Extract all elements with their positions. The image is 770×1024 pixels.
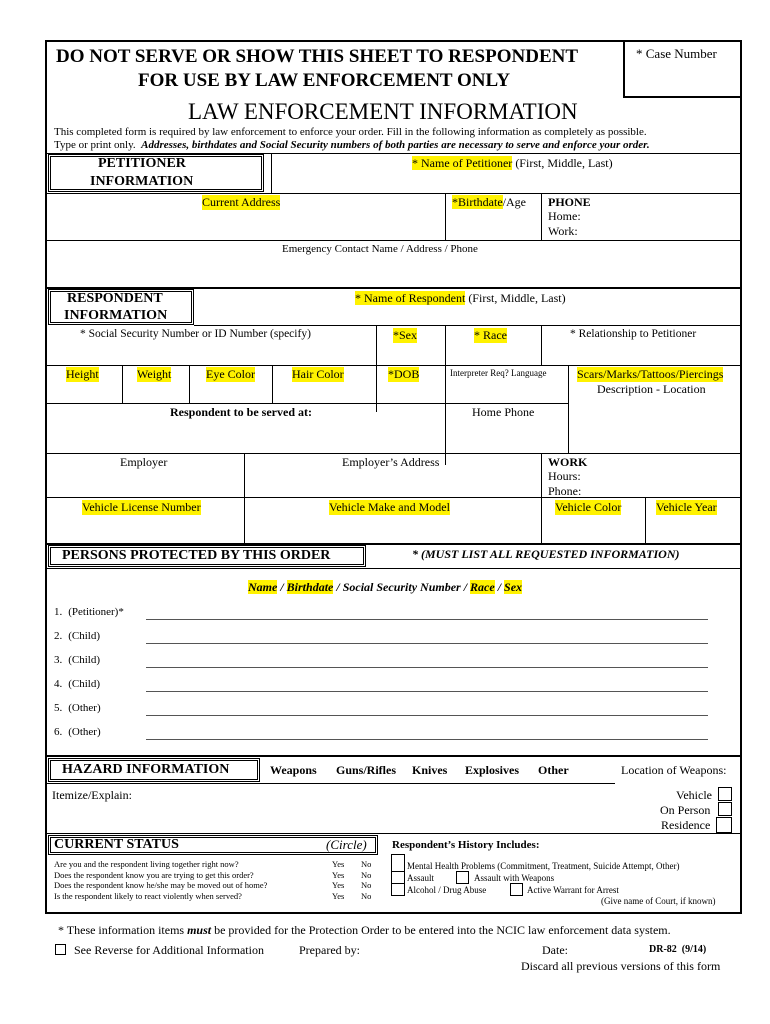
mental-health-label: Mental Health Problems (Commitment, Treatment, Suicide Attempt, Other) bbox=[407, 861, 680, 871]
status-yes-option[interactable]: Yes bbox=[332, 880, 345, 890]
eye-color-label[interactable]: Eye Color bbox=[206, 367, 255, 381]
dob-label[interactable]: *DOB bbox=[388, 367, 420, 381]
weapons-label: Weapons bbox=[270, 763, 317, 777]
persons-heading: PERSONS PROTECTED BY THIS ORDER bbox=[62, 548, 331, 563]
status-no-option[interactable]: No bbox=[361, 859, 372, 869]
ssn-label[interactable]: * Social Security Number or ID Number (specify) bbox=[80, 328, 311, 340]
status-yes-option[interactable]: Yes bbox=[332, 859, 345, 869]
give-name-label: (Give name of Court, if known) bbox=[601, 896, 716, 906]
emergency-contact-label[interactable]: Emergency Contact Name / Address / Phone bbox=[282, 243, 478, 255]
on-person-label: On Person bbox=[660, 803, 711, 817]
see-reverse-label: See Reverse for Additional Information bbox=[74, 943, 264, 957]
warning-line1: DO NOT SERVE OR SHOW THIS SHEET TO RESPONDENT bbox=[56, 46, 579, 67]
persons-subheading: Name / Birthdate / Social Security Number / Race / Sex bbox=[248, 580, 523, 594]
assault-weapons-checkbox[interactable] bbox=[456, 871, 469, 884]
warrant-label: Active Warrant for Arrest bbox=[527, 885, 619, 895]
vehicle-license-label[interactable]: Vehicle License Number bbox=[82, 500, 201, 514]
petitioner-heading-2: INFORMATION bbox=[90, 174, 194, 189]
vehicle-checkbox[interactable] bbox=[718, 787, 732, 801]
person-entry-line[interactable] bbox=[146, 643, 708, 644]
home-phone-label[interactable]: Home: bbox=[548, 209, 581, 223]
circle-note: (Circle) bbox=[326, 837, 367, 852]
ncic-note: * These information items must be provided for the Protection Order to be entered into the NCIC law enforcement data system. bbox=[58, 923, 671, 937]
status-question: Does the respondent know you are trying to get this order? bbox=[54, 869, 254, 880]
status-yes-option[interactable]: Yes bbox=[332, 890, 345, 901]
petitioner-name-field[interactable]: * Name of Petitioner (First, Middle, Last) bbox=[412, 156, 613, 170]
discard-note: Discard all previous versions of this form bbox=[521, 959, 721, 973]
person-entry-line[interactable] bbox=[146, 691, 708, 692]
mental-health-checkbox[interactable] bbox=[391, 854, 405, 872]
petitioner-heading: PETITIONER bbox=[98, 156, 186, 171]
interpreter-label[interactable]: Interpreter Req? Language bbox=[450, 368, 547, 378]
history-heading: Respondent’s History Includes: bbox=[392, 839, 540, 851]
assault-label: Assault bbox=[407, 873, 434, 883]
current-address-label[interactable]: Current Address bbox=[202, 195, 281, 209]
respondent-name-field[interactable]: * Name of Respondent (First, Middle, Last) bbox=[355, 291, 566, 305]
other-option[interactable]: Other bbox=[538, 763, 569, 777]
assault-weapons-label: Assault with Weapons bbox=[474, 873, 555, 883]
person-row-label: 1. (Petitioner)* bbox=[54, 606, 124, 618]
person-entry-line[interactable] bbox=[146, 715, 708, 716]
height-label[interactable]: Height bbox=[66, 367, 99, 381]
vehicle-location-label: Vehicle bbox=[676, 788, 712, 802]
alcohol-label: Alcohol / Drug Abuse bbox=[407, 885, 487, 895]
vehicle-make-label[interactable]: Vehicle Make and Model bbox=[329, 500, 450, 514]
sex-label[interactable]: *Sex bbox=[393, 328, 417, 342]
employer-address-label[interactable]: Employer’s Address bbox=[342, 455, 440, 469]
person-row-label: 6. (Other) bbox=[54, 726, 101, 738]
residence-checkbox[interactable] bbox=[716, 817, 732, 833]
status-question: Is the respondent likely to react violently when served? bbox=[54, 890, 242, 901]
status-yes-option[interactable]: Yes bbox=[332, 869, 345, 880]
hazard-heading: HAZARD INFORMATION bbox=[62, 762, 230, 777]
work-phone-label-resp[interactable]: Phone: bbox=[548, 484, 582, 498]
must-list-note: * (MUST LIST ALL REQUESTED INFORMATION) bbox=[412, 547, 680, 561]
phone-heading: PHONE bbox=[548, 195, 591, 209]
served-at-label[interactable]: Respondent to be served at: bbox=[170, 405, 312, 419]
person-entry-line[interactable] bbox=[146, 619, 708, 620]
status-no-option[interactable]: No bbox=[361, 890, 372, 901]
respondent-heading: RESPONDENT bbox=[67, 291, 163, 306]
birthdate-field[interactable]: *Birthdate/Age bbox=[452, 195, 526, 209]
home-phone-label-resp[interactable]: Home Phone bbox=[472, 405, 535, 419]
person-row-label: 4. (Child) bbox=[54, 678, 101, 690]
hours-label[interactable]: Hours: bbox=[548, 469, 581, 483]
relationship-label[interactable]: * Relationship to Petitioner bbox=[570, 328, 697, 340]
intro-text-2: Type or print only. Addresses, birthdates and Social Security numbers of both parties are necessary to serve and enforce your order. bbox=[54, 139, 650, 151]
scars-label[interactable]: Scars/Marks/Tattoos/Piercings bbox=[577, 367, 724, 381]
warrant-checkbox[interactable] bbox=[510, 883, 523, 896]
warning-line2: FOR USE BY LAW ENFORCEMENT ONLY bbox=[138, 70, 511, 91]
person-entry-line[interactable] bbox=[146, 667, 708, 668]
vehicle-color-label[interactable]: Vehicle Color bbox=[555, 500, 622, 514]
case-number-label: * Case Number bbox=[636, 46, 717, 61]
status-no-option[interactable]: No bbox=[361, 869, 372, 880]
vehicle-year-label[interactable]: Vehicle Year bbox=[656, 500, 717, 514]
alcohol-checkbox[interactable] bbox=[391, 883, 405, 896]
itemize-label[interactable]: Itemize/Explain: bbox=[52, 788, 132, 802]
status-question: Are you and the respondent living together right now? bbox=[54, 859, 239, 869]
status-question: Does the respondent know he/she may be moved out of home? bbox=[54, 880, 268, 890]
employer-label[interactable]: Employer bbox=[120, 455, 168, 469]
work-phone-label[interactable]: Work: bbox=[548, 224, 578, 238]
description-label: Description - Location bbox=[597, 382, 706, 396]
explosives-option[interactable]: Explosives bbox=[465, 763, 520, 777]
person-row-label: 5. (Other) bbox=[54, 702, 101, 714]
status-heading: CURRENT STATUS bbox=[54, 837, 179, 852]
person-row-label: 2. (Child) bbox=[54, 630, 101, 642]
guns-option[interactable]: Guns/Rifles bbox=[336, 763, 397, 777]
race-label[interactable]: * Race bbox=[474, 328, 507, 342]
respondent-heading-2: INFORMATION bbox=[64, 308, 168, 323]
date-label[interactable]: Date: bbox=[542, 943, 568, 957]
person-entry-line[interactable] bbox=[146, 739, 708, 740]
work-heading: WORK bbox=[548, 455, 588, 469]
hair-color-label[interactable]: Hair Color bbox=[292, 367, 344, 381]
person-row-label: 3. (Child) bbox=[54, 654, 101, 666]
location-weapons-label: Location of Weapons: bbox=[621, 763, 727, 777]
see-reverse-checkbox[interactable] bbox=[55, 944, 66, 955]
on-person-checkbox[interactable] bbox=[718, 802, 732, 816]
page-title: LAW ENFORCEMENT INFORMATION bbox=[188, 99, 578, 124]
knives-option[interactable]: Knives bbox=[412, 763, 448, 777]
intro-text: This completed form is required by law enforcement to enforce your order. Fill in the following information as completely as possible. bbox=[54, 126, 647, 138]
prepared-by-label[interactable]: Prepared by: bbox=[299, 943, 360, 957]
status-no-option[interactable]: No bbox=[361, 880, 372, 890]
weight-label[interactable]: Weight bbox=[137, 367, 172, 381]
form-id: DR-82 (9/14) bbox=[649, 944, 707, 955]
residence-label: Residence bbox=[661, 818, 711, 832]
